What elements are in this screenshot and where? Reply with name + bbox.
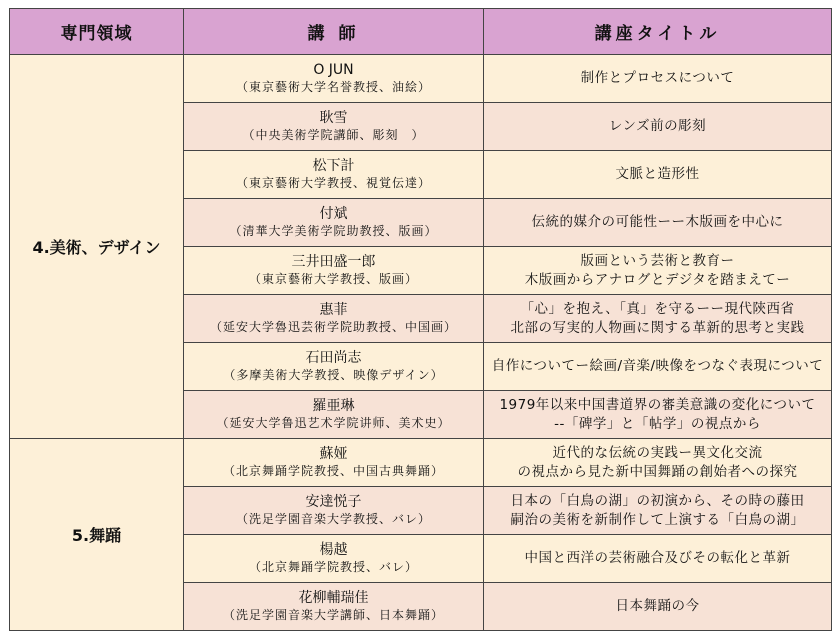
title-cell [484,535,832,583]
title-cell [484,247,832,295]
lecture-title-line: レンズ前の彫刻 [608,118,707,134]
lecturer-cell [184,295,484,343]
lecturer-affiliation: （洗足学園音楽大学教授、バレ） [235,512,431,526]
lecturer-name: 付斌 [319,206,348,222]
lecture-table-frame [9,8,831,634]
title-cell [484,487,832,535]
lecturer-name: 石田尚志 [305,350,362,366]
lecturer-cell [184,487,484,535]
lecturer-name: 蘇娅 [319,446,348,462]
lecturer-cell [184,343,484,391]
title-cell [484,151,832,199]
lecturer-cell [184,247,484,295]
lecturer-cell [184,199,484,247]
table-body [10,55,832,631]
lecture-title-line: 日本の「白鳥の湖」の初演から、その時の藤田 [510,492,805,509]
lecture-title-line: 版画という芸術と教育ー [580,252,735,269]
header-title: 講座タイトル [484,9,832,55]
title-cell [484,391,832,439]
lecture-title-line: の視点から見た新中国舞踊の創始者への探究 [517,463,798,480]
lecture-title-line: 日本舞踊の今 [615,598,700,614]
lecturer-affiliation: （延安大学魯迅芸術学院助教授、中国画） [209,320,457,334]
lecture-title-line: 木版画からアナログとデジタを踏まえてー [524,271,791,288]
lecturer-cell [184,583,484,631]
lecture-title-line: 自作についてー絵画/音楽/映像をつなぐ表現について [491,358,824,374]
title-cell [484,199,832,247]
lecturer-name: 惠菲 [319,302,348,318]
lecturer-cell [184,55,484,103]
lecturer-cell [184,103,484,151]
lecturer-name: 耿雪 [319,110,348,126]
lecture-title-line: 文脈と造形性 [615,166,700,182]
lecturer-cell [184,151,484,199]
lecturer-affiliation: （北京舞踊学院教授、バレ） [248,560,418,574]
lecturer-name: 楊越 [319,542,348,558]
table-row [10,439,832,487]
title-cell [484,583,832,631]
lecturer-affiliation: （東京藝術大学名誉教授、油絵） [235,80,431,94]
lecture-title-line: 「心」を抱え、「真」を守るーー現代陝西省 [520,300,795,317]
lecture-table [9,8,832,631]
lecturer-affiliation: （北京舞踊学院教授、中国古典舞踊） [222,464,444,478]
title-cell [484,55,832,103]
lecturer-name: 松下計 [312,158,355,174]
field-cell: 4.美術、デザイン [10,55,184,439]
lecture-title-line: 制作とプロセスについて [580,70,735,86]
lecturer-affiliation: （多摩美術大学教授、映像デザイン） [223,368,444,382]
table-row [10,55,832,103]
title-cell [484,295,832,343]
lecture-title-line: 中国と西洋の芸術融合及びその転化と革新 [524,550,791,566]
lecturer-cell [184,391,484,439]
field-cell: 5.舞踊 [10,439,184,631]
title-cell [484,439,832,487]
title-cell [484,103,832,151]
lecture-title-line: 北部の写実的人物画に関する革新的思考と実践 [510,319,805,336]
header-field: 専門領域 [10,9,184,55]
lecturer-affiliation: （中央美術学院講師、彫刻 ） [242,128,425,142]
lecture-title-line: 1979年以来中国書道界の審美意識の変化について [499,396,816,413]
lecturer-affiliation: （延安大学鲁迅艺术学院讲师、美术史） [216,416,451,430]
lecturer-affiliation: （清華大学美術学院助教授、版画） [229,224,438,238]
lecturer-affiliation: （洗足学園音楽大学講師、日本舞踊） [222,608,444,622]
header-row [10,9,832,55]
lecture-title-line: 伝統的媒介の可能性ーー木版画を中心に [531,214,784,230]
lecturer-name: 三井田盛一郎 [291,254,376,270]
lecturer-name: 羅亜琳 [312,398,355,414]
lecturer-affiliation: （東京藝術大学教授、視覚伝達） [235,176,431,190]
lecture-title-line: 近代的な伝統の実践ー異文化交流 [552,444,763,461]
header-lecturer: 講 師 [184,9,484,55]
lecturer-name: O JUN [313,62,354,78]
lecturer-name: 安達悦子 [305,494,362,510]
lecture-title-line: 嗣治の美術を新制作して上演する「白鳥の湖」 [510,511,805,528]
lecturer-cell [184,439,484,487]
lecturer-name: 花柳輔瑞佳 [298,590,369,606]
lecturer-affiliation: （東京藝術大学教授、版画） [248,272,418,286]
lecturer-cell [184,535,484,583]
title-cell [484,343,832,391]
lecture-title-line: --「碑学」と「帖学」の視点から [554,415,761,432]
